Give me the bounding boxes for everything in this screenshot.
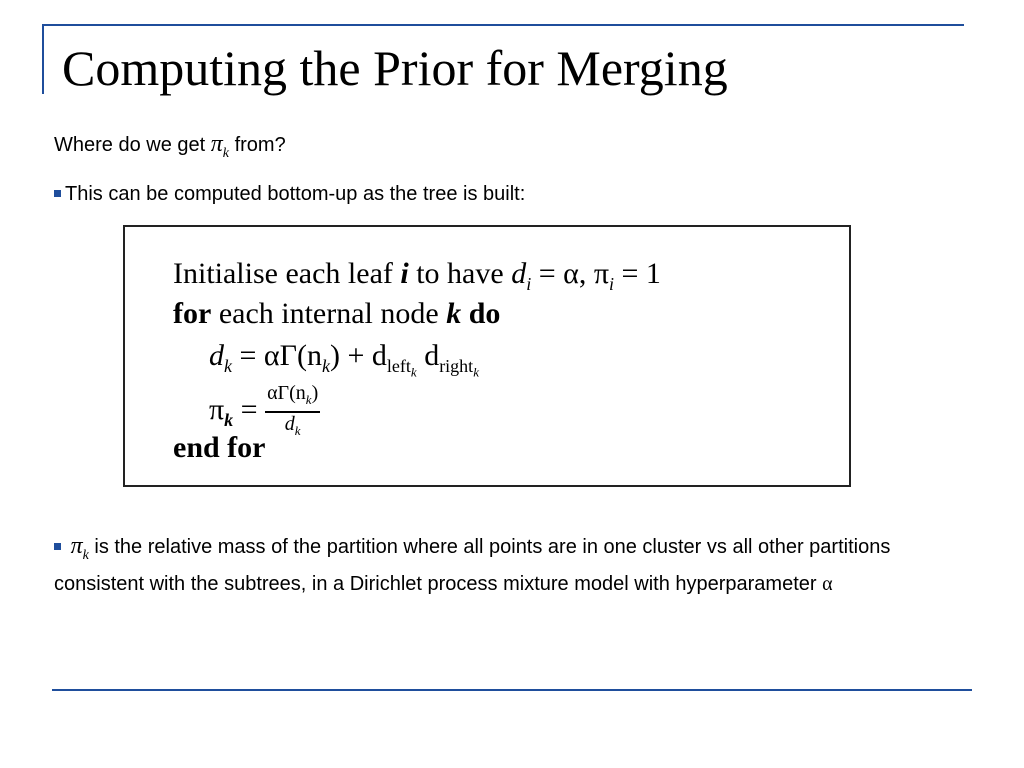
top-rule [42,24,964,26]
slide-title: Computing the Prior for Merging [62,40,728,96]
algo-line-endfor: end for [173,431,266,464]
algo-line-initialise: Initialise each leaf i to have $d_i = \alpha$, $\pi_i = 1$ [173,257,661,294]
pi-k-symbol: $\pi_k$ [210,131,230,161]
algorithm-box [123,225,851,487]
algo-line-for: for each internal node k do [173,297,501,330]
question-prefix: Where do we get [54,134,206,156]
bottom-rule [52,689,972,691]
question-suffix: from? [234,134,286,156]
pik-fraction: $\frac{\alpha\Gamma(n_k)}{d_k}$ [267,382,319,438]
bullet-square-icon [54,543,61,550]
bullet-square-icon [54,190,61,197]
bullet-computed [54,180,525,208]
algo-line-dk: $d_k = \alpha\Gamma(n_k) + d_{left_k}$ $d_{right_k}$ [209,339,479,380]
bullet-explanation: $\pi_k$ is the relative mass of the partition where all points are in one cluster vs all other partitions consistent with the subtrees, in a Dirichlet process mixture model with hyperparameter α [54,533,891,595]
bullet-text: This can be computed bottom-up as the tree is built: [65,183,526,205]
algo-line-pik: $\pi_k$ = $\frac{\alpha\Gamma(n_k)}{d_k}$ [209,382,320,442]
left-accent-rule [42,24,44,94]
question-line [54,130,286,168]
pi-k-symbol: $\pi_k$ [70,533,89,563]
